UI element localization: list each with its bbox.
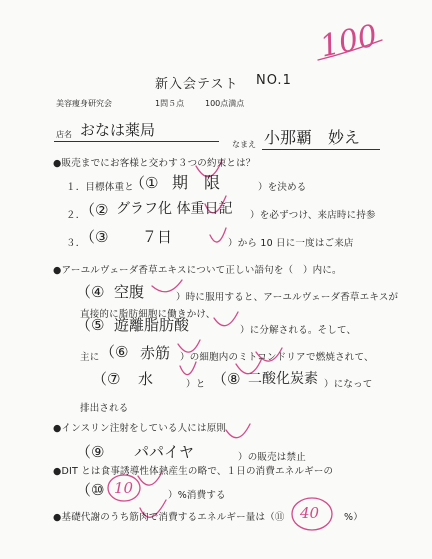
check-mark-9 — [226, 424, 250, 438]
page-title: 新入会テスト — [155, 77, 239, 92]
q2-a5-answer: 遊離脂肪酸 — [114, 316, 190, 334]
q1-heading: ●販売までにお客様と交わす３つの約束とは？ — [53, 158, 256, 169]
q2-a4-suffix: ）時に服用すると、アーユルヴェーダ香草エキスが — [176, 292, 399, 303]
q1-item3-answer: ７日 — [142, 228, 173, 246]
q5-heading: ●基礎代謝のうち筋肉で消費するエネルギー量は（⑪ — [53, 512, 285, 523]
store-label: 店名 — [56, 130, 72, 139]
q2-a4-answer: 空腹 — [114, 283, 145, 301]
q2-a8-answer: 二酸化炭素 — [248, 371, 318, 387]
q2-end-line: 排出される — [80, 403, 129, 414]
q1-item3-number: （③ — [80, 228, 109, 246]
q2-a6-suffix: ）の細胞内のミトコンドリアで燃焼されて、 — [180, 352, 374, 363]
q2-a6-answer: 赤筋 — [140, 344, 171, 362]
q2-heading: ●アーユルヴェーダ香草エキスについて正しい語句を（ ）内に。 — [53, 265, 342, 276]
q2-a5-number: （⑤ — [76, 316, 105, 334]
q4-a10-suffix: ）%消費する — [168, 490, 226, 501]
q5-a11-suffix: %） — [344, 512, 363, 523]
q2-a7-answer: 水 — [138, 370, 154, 388]
q1-item2-suffix: ）を必ずつけ、来店時に持参 — [250, 210, 376, 221]
check-mark-7 — [180, 362, 196, 375]
q2-a5-suffix: ）に分解される。そして、 — [240, 325, 357, 336]
q3-a9-suffix: ）の販売は禁止 — [238, 452, 306, 463]
check-mark-5 — [214, 312, 238, 326]
q4-a10-answer: 10 — [114, 479, 134, 497]
q1-item2-prefix: ２． — [66, 210, 86, 221]
q3-a9-answer: パパイヤ — [134, 443, 195, 461]
store-underline — [54, 141, 219, 142]
q2-a6-number: （⑥ — [100, 343, 129, 361]
name-underline — [262, 149, 380, 150]
test-number: NO.1 — [256, 73, 292, 88]
q1-item3-suffix: ）から 10 日に一度はご来店 — [228, 238, 354, 249]
q4-heading: ●DIT とは食事誘導性体熱産生の略で、１日の消費エネルギーの — [53, 466, 334, 477]
q1-item2-number: （② — [80, 201, 109, 219]
score-mark: 100 — [316, 18, 381, 65]
q1-item3-prefix: ３． — [66, 238, 86, 249]
q1-item2-answer: グラフ化 体重日記 — [116, 201, 233, 217]
name-label: なまえ — [232, 140, 256, 149]
points-per-question: 1問５点 — [155, 99, 185, 108]
q2-a7-number: （⑦ — [92, 370, 121, 388]
q4-a10-number: （⑩ — [76, 481, 105, 499]
q1-item1-prefix: １．目標体重と — [66, 182, 134, 193]
q2-middle-line: 直接的に脂肪細胞に働きかけ、 — [80, 309, 216, 320]
q1-item1-answer: 期 限 — [172, 173, 221, 192]
name-value: 小那覇 妙え — [264, 128, 361, 147]
q1-item1-suffix: ）を決める — [258, 182, 307, 193]
q1-item1-number: （① — [130, 174, 159, 192]
full-score: 100点満点 — [205, 99, 245, 108]
check-mark-3 — [210, 228, 226, 242]
q2-a8-suffix: ）になって — [324, 379, 373, 390]
q2-main-prefix: 主に — [80, 352, 100, 363]
q2-a4-number: （④ — [76, 283, 105, 301]
q2-and-text: ）と — [186, 379, 206, 390]
store-value: おなは薬局 — [80, 121, 156, 139]
q3-heading: ●インスリン注射をしている人には原則 — [53, 423, 227, 434]
q5-a11-answer: 40 — [300, 504, 320, 522]
q2-a8-number: （⑧ — [212, 370, 241, 388]
q3-a9-number: （⑨ — [76, 443, 105, 461]
organization: 美容痩身研究会 — [56, 99, 112, 108]
